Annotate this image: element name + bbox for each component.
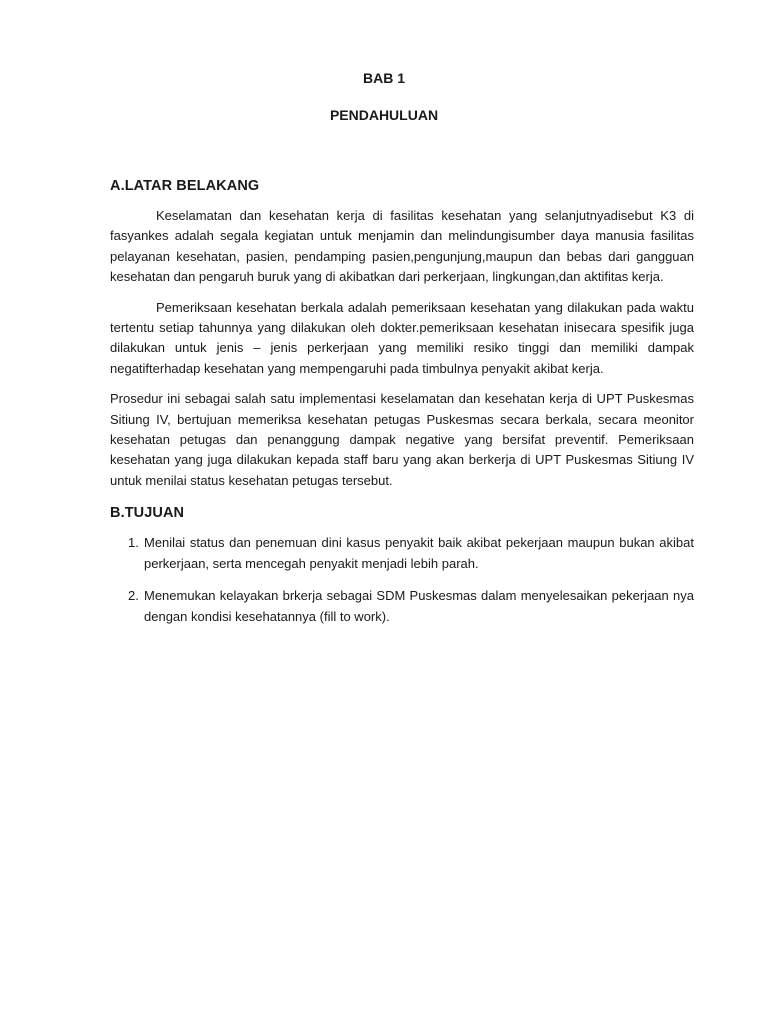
list-item	[128, 533, 694, 574]
list-item-number: 2.	[128, 588, 139, 604]
goals-list	[110, 533, 694, 627]
section-tujuan	[110, 505, 694, 627]
list-item-text: Menilai status dan penemuan dini kasus penyakit baik akibat pekerjaan maupun bukan akibat perkerjaan, serta mencegah penyakit menjadi lebih parah.	[144, 535, 694, 571]
section-heading-tujuan: B.TUJUAN	[110, 505, 185, 522]
list-item-number: 1.	[128, 535, 139, 551]
chapter-title: BAB 1	[362, 70, 405, 86]
section-heading-latar-belakang: A.LATAR BELAKANG	[110, 178, 260, 194]
list-item-text: Menemukan kelayakan brkerja sebagai SDM Puskesmas dalam menyelesaikan pekerjaan nya dengan kondisi kesehatannya (fill to work).	[144, 588, 694, 624]
paragraph-3: Prosedur ini sebagai salah satu implementasi keselamatan dan kesehatan kerja di UPT Puskesmas Sitiung IV, bertujuan memeriksa kesehatan petugas Puskesmas secara berkala, secara meonitor kesehatan petugas dan penanggung dampak negative yang bersifat preventif. Pemeriksaan kesehatan yang juga dilakukan kepada staff baru yang akan berkerja di UPT Puskesmas Sitiung IV untuk menilai status kesehatan petugas tersebut.	[110, 391, 694, 488]
paragraph-2: Pemeriksaan kesehatan berkala adalah pemeriksaan kesehatan yang dilakukan pada waktu tertentu setiap tahunnya yang dilakukan oleh dokter.pemeriksaan kesehatan inisecara spesifik juga dilakukan untuk jenis – jenis perkerjaan yang memiliki resiko tinggi dan memiliki dampak negatifterhadap kesehatan yang mempengaruhi pada timbulnya penyakit akibat kerja.	[110, 299, 694, 376]
document-content	[110, 178, 694, 639]
list-item	[128, 586, 694, 627]
section-latar-belakang	[110, 178, 694, 491]
paragraph-1: Keselamatan dan kesehatan kerja di fasilitas kesehatan yang selanjutnyadisebut K3 di fasyankes adalah segala kegiatan untuk menjamin dan melindungisumber daya manusia fasilitas pelayanan kesehatan, pasien, pendamping pasien,pengunjung,maupun dan bebas dari gangguan kesehatan dan pengaruh buruk yang di akibatkan dari perkerjaan, lingkungan,dan aktifitas kerja.	[110, 208, 694, 285]
chapter-subtitle: PENDAHULUAN	[329, 107, 439, 123]
